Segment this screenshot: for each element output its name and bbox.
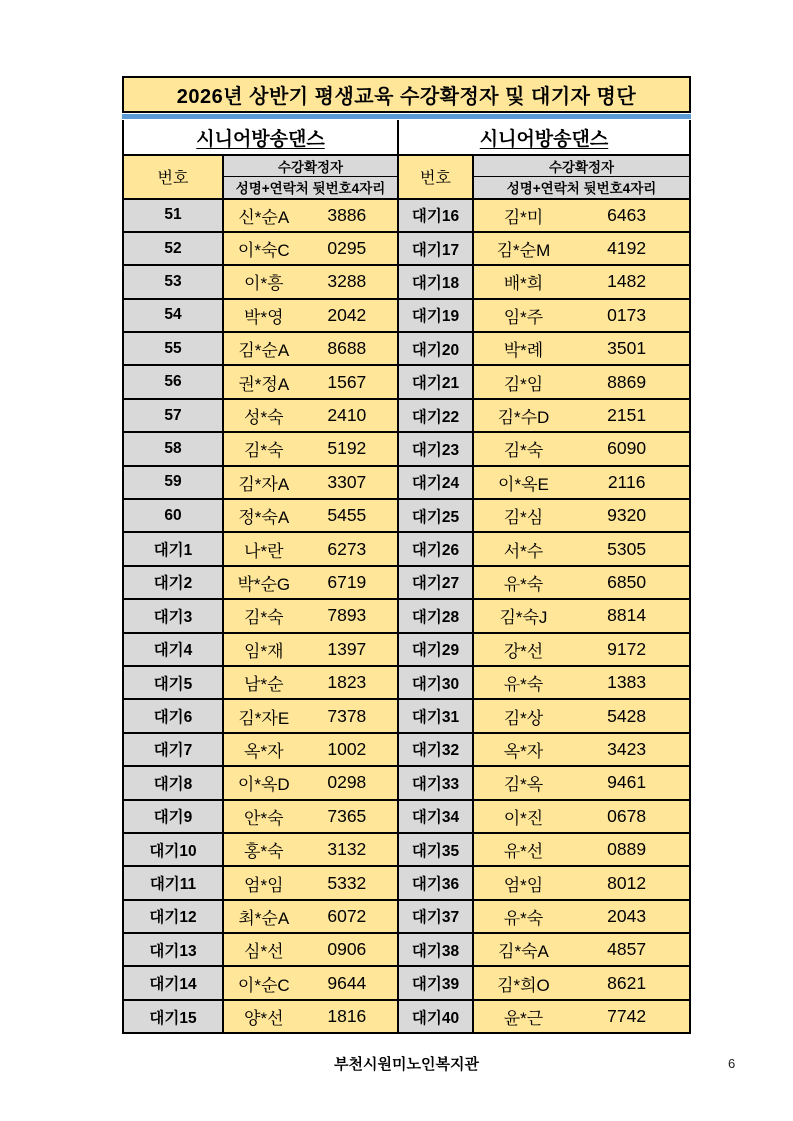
row-data [224,700,397,731]
row-data [224,934,397,965]
registrant-name: 유*선 [503,842,544,862]
table-row [399,665,689,698]
registrant-name: 김*자A [238,474,290,494]
contact-last4: 5332 [327,872,367,893]
row-number: 대기3 [124,600,224,631]
contact-last4: 8012 [607,872,647,893]
row-number: 대기5 [124,667,224,698]
table-right-half [399,120,689,1032]
page-title: 2026년 상반기 평생교육 수강확정자 및 대기자 명단 [122,76,691,113]
contact-last4: 8869 [607,371,647,392]
row-number: 대기10 [124,834,224,865]
table-row [399,598,689,631]
contact-last4: 0173 [607,304,647,325]
contact-last4: 0295 [327,238,367,259]
row-number: 대기21 [399,366,474,397]
row-number: 대기13 [124,934,224,965]
table-row [399,231,689,264]
contact-last4: 1002 [327,738,367,759]
contact-last4: 4192 [607,238,647,259]
row-number: 대기29 [399,634,474,665]
course-title-right: 시니어방송댄스 [399,120,689,154]
registrant-name: 김*임 [503,374,544,394]
registrant-name: 박*영 [244,307,284,327]
header-number: 번호 [399,156,474,198]
row-data [224,300,397,331]
table-row [399,932,689,965]
registrant-name: 박*순G [237,574,291,594]
row-number: 대기7 [124,734,224,765]
row-number: 대기12 [124,901,224,932]
page-number: 6 [728,1056,736,1071]
registrant-name: 배*희 [503,274,544,294]
table-row [399,698,689,731]
contact-last4: 2042 [327,304,367,325]
row-number: 대기11 [124,867,224,898]
registrant-name: 김*숙 [503,441,544,461]
contact-last4: 6273 [327,538,367,559]
table-row [124,632,397,665]
row-data [224,867,397,898]
registrant-name: 권*정A [238,374,290,394]
table-row [399,865,689,898]
contact-last4: 7742 [607,1006,647,1027]
row-number: 대기36 [399,867,474,898]
table-row [399,331,689,364]
row-data [474,366,689,397]
contact-last4: 0889 [607,839,647,860]
row-number: 대기19 [399,300,474,331]
table-row [399,832,689,865]
column-header-right [399,154,689,198]
registrant-name: 안*숙 [244,808,284,828]
contact-last4: 3307 [327,471,367,492]
footer-org-name: 부천시원미노인복지관 [334,1055,479,1073]
table-row [399,198,689,231]
table-row [399,364,689,397]
row-data [474,467,689,498]
row-number: 대기22 [399,400,474,431]
row-number: 대기34 [399,801,474,832]
registrant-name: 김*숙 [244,441,284,461]
header-confirmed-group [474,156,689,198]
registrant-name: 강*선 [503,641,544,661]
registrant-name: 김*순M [496,241,551,261]
table-row [124,732,397,765]
row-data [224,567,397,598]
table-row [124,298,397,331]
contact-last4: 2410 [327,405,367,426]
table-row [124,965,397,998]
row-data [224,967,397,998]
row-data [224,767,397,798]
rows-left [124,198,397,1033]
row-data [474,567,689,598]
registrant-name: 김*자E [238,708,290,728]
row-number: 대기23 [399,433,474,464]
registrant-name: 임*주 [503,307,544,327]
contact-last4: 0906 [327,939,367,960]
contact-last4: 6850 [607,571,647,592]
registrant-name: 홍*숙 [244,842,284,862]
table-row [399,465,689,498]
contact-last4: 2043 [607,905,647,926]
table-row [124,198,397,231]
table-row [399,264,689,297]
row-data [474,734,689,765]
contact-last4: 3501 [607,338,647,359]
table-row [124,364,397,397]
row-data [474,1001,689,1032]
row-data [224,200,397,231]
table-row [124,498,397,531]
row-data [474,901,689,932]
table-row [124,932,397,965]
registrant-name: 이*흥 [244,274,284,294]
row-number: 대기33 [399,767,474,798]
contact-last4: 5305 [607,538,647,559]
registrant-name: 김*희O [497,975,550,995]
contact-last4: 9461 [607,772,647,793]
registrant-name: 김*수D [497,408,550,428]
row-data [224,600,397,631]
row-number: 55 [124,333,224,364]
registrant-name: 김*숙 [244,608,284,628]
table-row [124,698,397,731]
contact-last4: 3288 [327,271,367,292]
row-data [474,233,689,264]
row-number: 대기14 [124,967,224,998]
contact-last4: 6463 [607,204,647,225]
table-row [124,431,397,464]
row-number: 51 [124,200,224,231]
row-number: 56 [124,366,224,397]
row-number: 대기20 [399,333,474,364]
row-number: 대기35 [399,834,474,865]
registrant-name: 이*숙C [237,241,290,261]
row-data [224,500,397,531]
table-row [124,598,397,631]
header-confirmed-group [224,156,397,198]
contact-last4: 1397 [327,638,367,659]
row-data [224,433,397,464]
table-row [124,531,397,564]
row-data [474,200,689,231]
row-data [474,500,689,531]
registrant-name: 정*숙A [238,508,290,528]
row-number: 대기28 [399,600,474,631]
table-row [124,765,397,798]
row-number: 58 [124,433,224,464]
table-row [399,298,689,331]
row-number: 52 [124,233,224,264]
header-number: 번호 [124,156,224,198]
table-row [124,999,397,1032]
row-number: 대기27 [399,567,474,598]
header-confirmed: 수강확정자 [224,156,397,177]
row-number: 대기16 [399,200,474,231]
row-number: 대기18 [399,266,474,297]
table-row [124,331,397,364]
contact-last4: 6072 [327,905,367,926]
header-name-contact: 성명+연락처 뒷번호4자리 [506,181,657,197]
table-row [124,398,397,431]
table-row [124,899,397,932]
contact-last4: 7365 [327,805,367,826]
registrant-name: 김*숙A [498,942,549,962]
registrant-name: 유*숙 [503,574,544,594]
row-data [474,533,689,564]
contact-last4: 7893 [327,605,367,626]
row-data [474,433,689,464]
registrant-name: 심*선 [244,942,284,962]
registrant-name: 김*심 [503,508,544,528]
table-row [124,231,397,264]
contact-last4: 9644 [327,972,367,993]
header-name-contact: 성명+연락처 뒷번호4자리 [235,181,386,197]
column-header-left [124,154,397,198]
row-number: 대기37 [399,901,474,932]
table-row [399,999,689,1032]
contact-last4: 9172 [607,638,647,659]
registrant-name: 김*숙J [499,608,548,628]
registrant-name: 옥*자 [503,741,544,761]
row-number: 대기2 [124,567,224,598]
row-number: 대기32 [399,734,474,765]
registrant-name: 남*순 [244,675,284,695]
contact-last4: 5455 [327,505,367,526]
row-data [224,834,397,865]
row-number: 대기6 [124,700,224,731]
registrant-name: 유*숙 [503,908,544,928]
registrant-name: 박*례 [503,341,544,361]
registrant-name: 엄*임 [503,875,544,895]
table-row [399,899,689,932]
row-number: 대기31 [399,700,474,731]
row-data [224,467,397,498]
registrant-name: 김*옥 [503,775,544,795]
registrant-name: 이*순C [237,975,290,995]
contact-last4: 2151 [607,405,647,426]
row-data [224,400,397,431]
contact-last4: 6090 [607,438,647,459]
contact-last4: 3886 [327,204,367,225]
contact-last4: 1823 [327,672,367,693]
table-row [124,665,397,698]
contact-last4: 5192 [327,438,367,459]
contact-last4: 2116 [607,471,646,492]
registrant-name: 최*순A [238,908,290,928]
row-data [224,333,397,364]
contact-last4: 1567 [327,371,367,392]
row-data [224,901,397,932]
table-row [124,264,397,297]
row-number: 대기24 [399,467,474,498]
contact-last4: 1482 [607,271,647,292]
row-data [224,634,397,665]
row-data [224,533,397,564]
row-number: 59 [124,467,224,498]
row-number: 대기15 [124,1001,224,1032]
row-number: 53 [124,266,224,297]
roster-table [122,120,691,1034]
table-row [399,431,689,464]
row-number: 대기38 [399,934,474,965]
row-data [224,734,397,765]
row-number: 대기1 [124,533,224,564]
registrant-name: 김*상 [503,708,544,728]
row-data [224,801,397,832]
contact-last4: 0678 [607,805,647,826]
registrant-name: 이*옥D [237,775,290,795]
row-number: 대기40 [399,1001,474,1032]
contact-last4: 8688 [327,338,367,359]
rows-right [399,198,689,1033]
row-data [474,266,689,297]
row-data [474,667,689,698]
registrant-name: 엄*임 [244,875,284,895]
row-number: 대기4 [124,634,224,665]
course-title-left: 시니어방송댄스 [124,120,397,154]
table-left-half [124,120,399,1032]
row-data [474,834,689,865]
table-row [124,865,397,898]
registrant-name: 옥*자 [244,741,284,761]
row-data [474,634,689,665]
table-row [399,732,689,765]
row-data [474,867,689,898]
row-number: 대기26 [399,533,474,564]
registrant-name: 김*미 [503,207,544,227]
row-data [224,233,397,264]
row-data [474,934,689,965]
row-number: 대기8 [124,767,224,798]
table-row [399,398,689,431]
row-data [474,700,689,731]
row-data [474,767,689,798]
contact-last4: 7378 [327,705,367,726]
registrant-name: 김*순A [238,341,290,361]
row-number: 대기30 [399,667,474,698]
contact-last4: 3132 [327,839,367,860]
registrant-name: 유*숙 [503,675,544,695]
row-number: 대기25 [399,500,474,531]
registrant-name: 이*옥E [498,474,549,494]
row-data [224,366,397,397]
row-data [224,266,397,297]
contact-last4: 1383 [607,672,647,693]
contact-last4: 5428 [607,705,647,726]
registrant-name: 서*수 [503,541,544,561]
contact-last4: 6719 [327,571,367,592]
table-row [399,531,689,564]
row-data [474,333,689,364]
table-row [399,965,689,998]
row-number: 60 [124,500,224,531]
registrant-name: 나*란 [244,541,284,561]
row-number: 대기17 [399,233,474,264]
registrant-name: 양*선 [244,1009,284,1029]
registrant-name: 신*순A [238,207,290,227]
row-data [224,667,397,698]
table-row [124,565,397,598]
contact-last4: 4857 [607,939,647,960]
row-data [474,400,689,431]
registrant-name: 성*숙 [244,408,284,428]
table-row [399,498,689,531]
contact-last4: 1816 [327,1006,367,1027]
roster-document [122,76,691,1034]
table-row [399,565,689,598]
row-number: 54 [124,300,224,331]
row-number: 대기9 [124,801,224,832]
table-row [399,632,689,665]
row-data [474,600,689,631]
row-data [474,967,689,998]
table-row [124,465,397,498]
registrant-name: 윤*근 [503,1009,544,1029]
title-divider [122,114,691,119]
contact-last4: 0298 [327,772,367,793]
header-confirmed: 수강확정자 [474,156,689,177]
table-row [124,832,397,865]
contact-last4: 8814 [607,605,647,626]
row-data [474,801,689,832]
row-data [474,300,689,331]
registrant-name: 이*진 [503,808,544,828]
table-row [399,799,689,832]
table-row [399,765,689,798]
contact-last4: 9320 [607,505,647,526]
registrant-name: 임*재 [244,641,284,661]
row-number: 대기39 [399,967,474,998]
table-row [124,799,397,832]
contact-last4: 3423 [607,738,647,759]
contact-last4: 8621 [607,972,647,993]
row-data [224,1001,397,1032]
row-number: 57 [124,400,224,431]
